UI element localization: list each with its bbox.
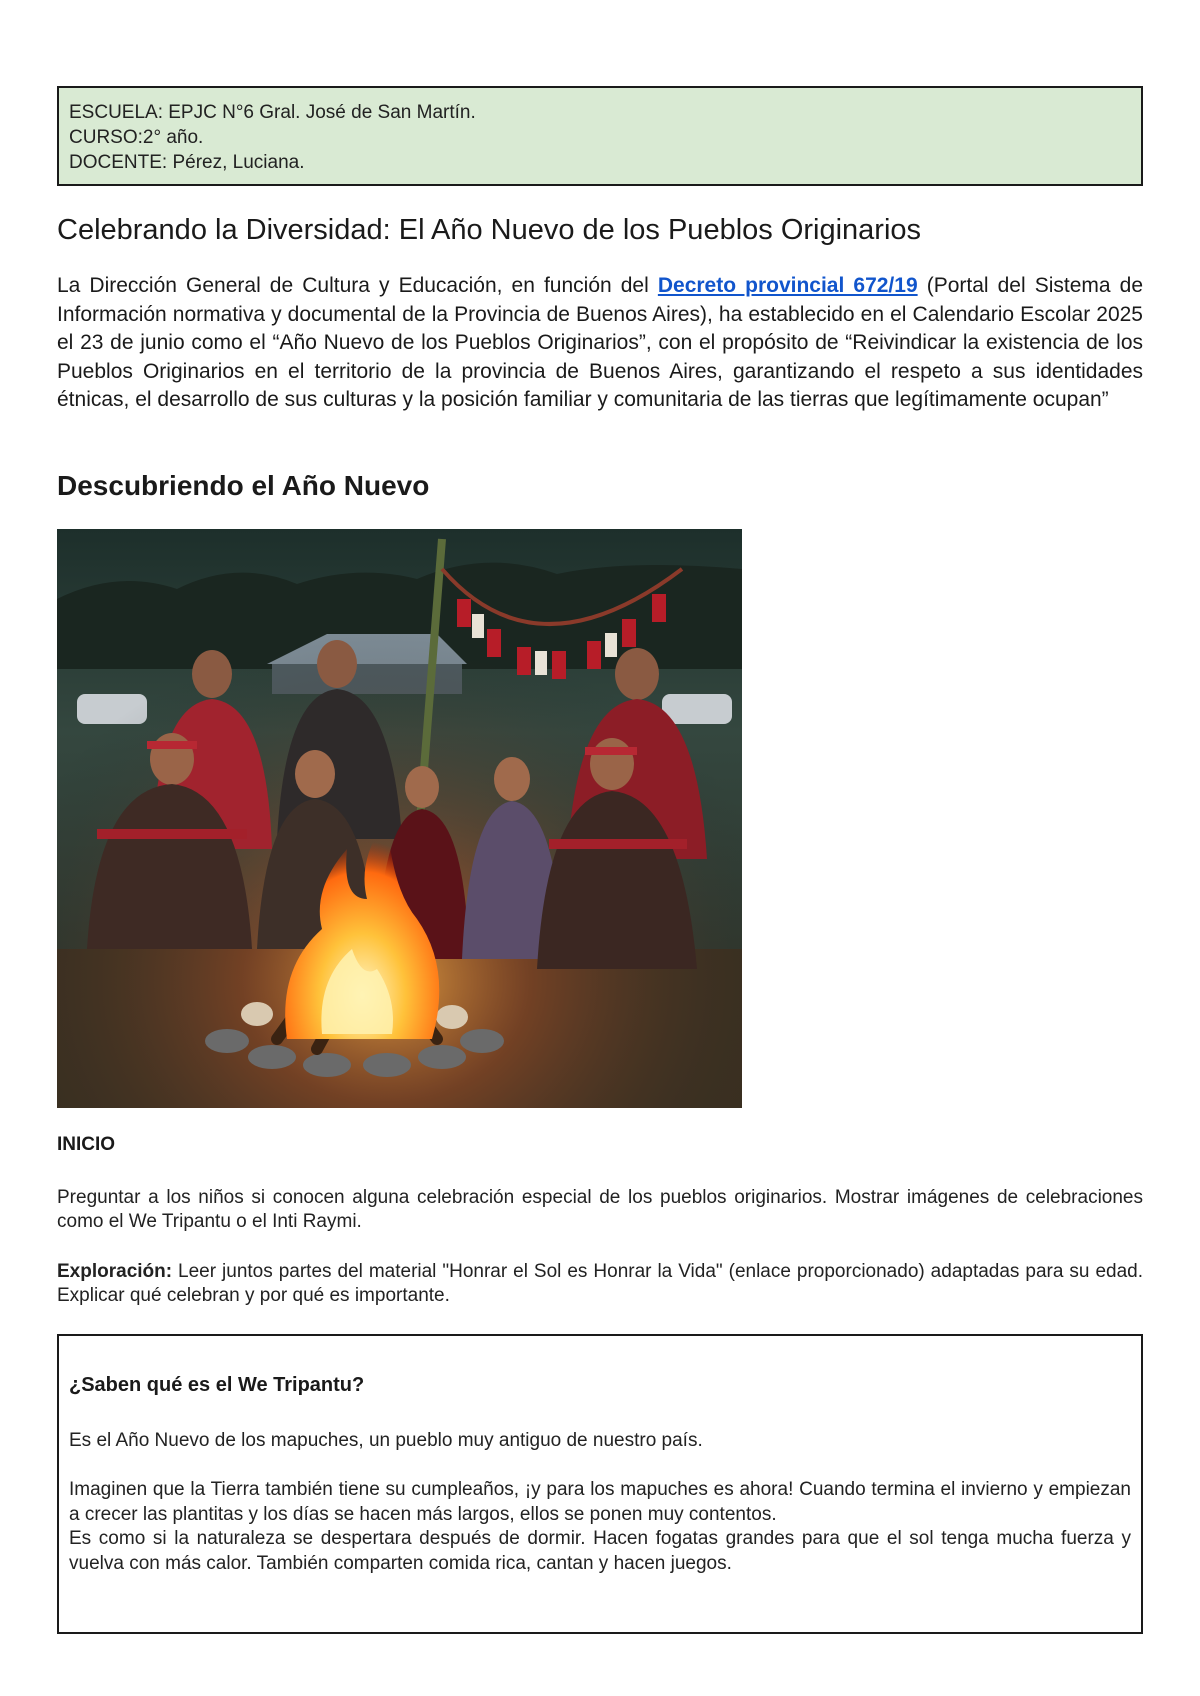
decree-link[interactable]: Decreto provincial 672/19 [657, 274, 918, 297]
box-paragraph-3: Es como si la naturaleza se despertara después de dormir. Hacen fogatas grandes para que el sol tenga mucha fuerza y vuelva con más calor. También comparten comida rica, cantan y hacen juegos. [69, 1528, 1131, 1574]
course-line: CURSO:2° año. [69, 127, 204, 148]
inicio-paragraph: Preguntar a los niños si conocen alguna celebración especial de los pueblos originarios. Mostrar imágenes de celebraciones como el We Tripantu o el Inti Raymi. [57, 1187, 1143, 1232]
teacher-line: DOCENTE: Pérez, Luciana. [69, 152, 305, 173]
section-title: Descubriendo el Año Nuevo [57, 470, 430, 501]
exploration-text: Leer juntos partes del material "Honrar el Sol es Honrar la Vida" (enlace proporcionado) adaptadas para su edad. Explicar qué celebran y por qué es importante. [57, 1261, 1143, 1306]
box-question: ¿Saben qué es el We Tripantu? [69, 1374, 365, 1396]
exploration-label: Exploración: [57, 1261, 173, 1282]
bonfire-ceremony-photo [57, 529, 742, 1108]
document-title: Celebrando la Diversidad: El Año Nuevo de los Pueblos Originarios [57, 214, 922, 246]
exploration-paragraph [57, 1260, 1143, 1308]
intro-text-after: (Portal del Sistema de Información normativa y documental de la Provincia de Buenos Aires), ha establecido en el Calendario Escolar 2025 el 23 de junio como el “Año Nuevo de los Pueblos Originarios”, con el propósito de “Reivindicar la existencia de los Pueblos Originarios en el territorio de la provincia de Buenos Aires, garantizando el respeto a sus identidades étnicas, el desarrollo de sus culturas y la posición familiar y comunitaria de las tierras que legítimamente ocupan” [57, 274, 1143, 411]
intro-text-before: La Dirección General de Cultura y Educación, en función del [57, 274, 658, 297]
school-info-box [57, 86, 1143, 186]
intro-paragraph [57, 272, 1143, 415]
we-tripantu-box [57, 1334, 1143, 1634]
box-paragraph-1: Es el Año Nuevo de los mapuches, un pueblo muy antiguo de nuestro país. [69, 1430, 703, 1451]
school-line: ESCUELA: EPJC N°6 Gral. José de San Martín. [69, 102, 476, 123]
inicio-heading: INICIO [57, 1134, 116, 1155]
box-paragraph-2: Imaginen que la Tierra también tiene su cumpleaños, ¡y para los mapuches es ahora! Cuando termina el invierno y empiezan a crecer las plantitas y los días se hacen más largos, ellos se ponen muy contentos. [69, 1479, 1131, 1525]
